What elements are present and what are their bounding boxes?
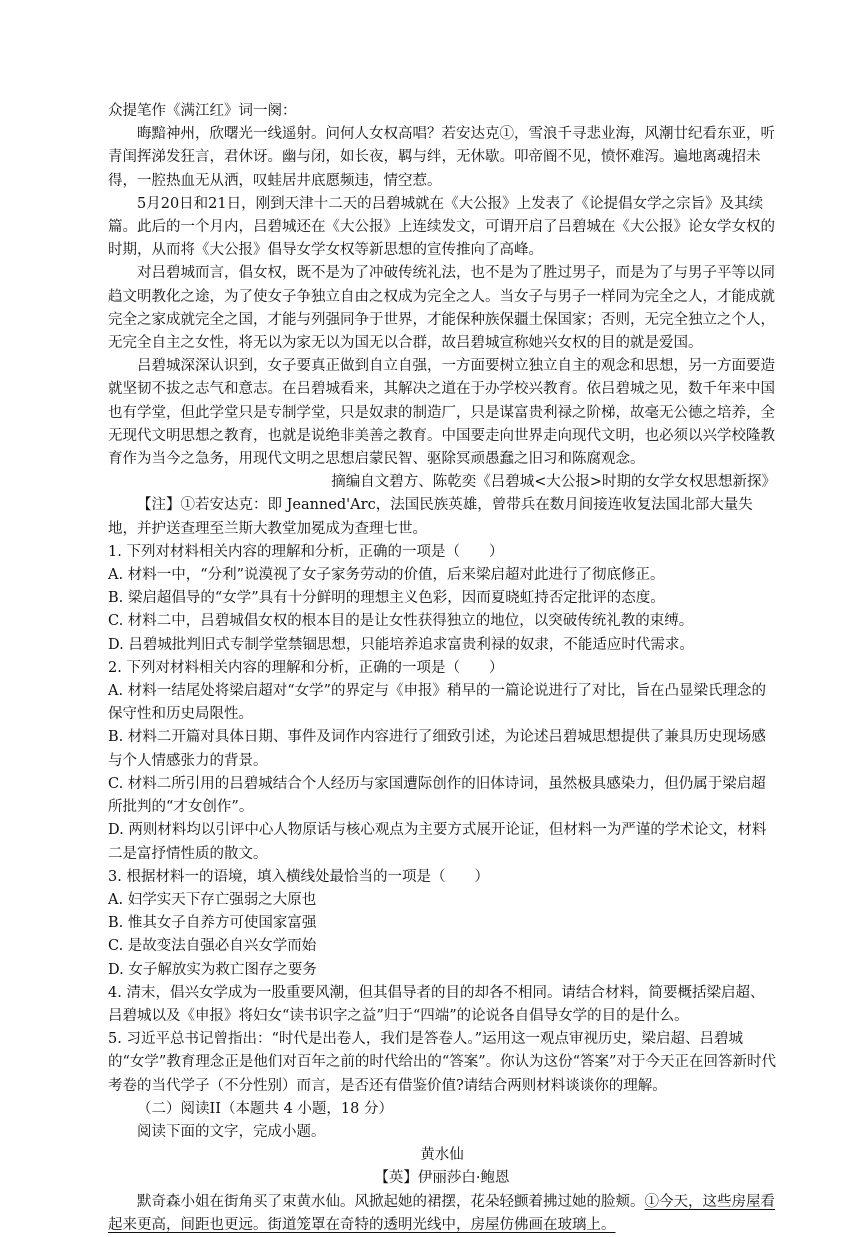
intro-line: 众提笔作《满江红》词一阕：: [108, 103, 297, 119]
answer-option: D. 女子解放实为救亡图存之要务: [108, 961, 317, 978]
underlined-sentence: ①今天，这些房屋看起来更高，间距也更远。街道笼罩在奇特的透明光线中，房屋仿佛画在玻璃上。: [108, 1193, 775, 1233]
question-stem: 2. 下列对材料相关内容的理解和分析，正确的一项是（ ）: [108, 659, 504, 676]
story-text: 默奇森小姐在街角买了束黄水仙。风掀起她的裙摆，花朵轻颤着拂过她的脸颊。: [137, 1193, 645, 1210]
answer-option: D. 吕碧城批判旧式专制学堂禁锢思想，只能培养追求富贵利禄的奴隶，不能适应时代需求。: [108, 636, 694, 653]
footnote: 【注】①若安达克：即 Jeanned'Arc，法国民族英雄，曾带兵在数月间接连收复法国北部大量失地，并护送查理至兰斯大教堂加冕成为查理七世。: [108, 497, 753, 537]
answer-option: C. 材料二中，吕碧城倡女权的根本目的是让女性获得独立的地位，以突破传统礼教的束缚。: [108, 613, 694, 630]
poem-text: 晦黯神州，欣曙光一线遥射。问何人女权高唱？若安达克①，雪浪千寻悲业海，风潮廿纪看东亚，听青闺挥涕发狂言，君休讶。幽与闭，如长夜，羁与绊，无休歇。叩帝阍不见，愤怀难泻。遍地离魂招未得，一腔热血无从洒，叹蛙居井底愿频违，情空惹。: [108, 126, 775, 189]
paragraph: 吕碧城深深认识到，女子要真正做到自立自强，一方面要树立独立自主的观念和思想，另一方面要造就坚韧不拔之志气和意志。在吕碧城看来，其解决之道在于办学校兴教育。依吕碧城之见，数千年来中国也有学堂，但此学堂只是专制学堂，只是奴隶的制造厂，只是谋富贵利禄之阶梯，故毫无公德之培养，全无现代文明思想之教育，也就是说绝非美善之教育。中国要走向世界走向现代文明，也必须以兴学校隆教育作为当今之急务，用现代文明之思想启蒙民智、驱除冥顽愚蠢之旧习和陈腐观念。: [108, 358, 775, 468]
section-instruction: 阅读下面的文字，完成小题。: [137, 1123, 326, 1140]
answer-option: B. 惟其女子自养方可使国家富强: [108, 915, 317, 932]
answer-option: D. 两则材料均以引评中心人物原话与核心观点为主要方式展开论证，但材料一为严谨的学术论文，材料二是富抒情性质的散文。: [108, 822, 767, 862]
section-heading: （二）阅读II（本题共 4 小题，18 分）: [137, 1100, 393, 1117]
answer-option: A. 材料一结尾处将梁启超对“女学”的界定与《申报》稍早的一篇论说进行了对比，旨在凸显梁氏理念的保守性和历史局限性。: [108, 683, 767, 723]
answer-option: C. 是故变法自强必自兴女学而始: [108, 938, 317, 955]
source-citation: 摘编自文碧方、陈乾奕《吕碧城<大公报>时期的女学女权思想新探》: [331, 474, 776, 491]
paragraph: 对吕碧城而言，倡女权，既不是为了冲破传统礼法，也不是为了胜过男子，而是为了与男子平等以同趋文明教化之途，为了使女子争独立自由之权成为完全之人。当女子与男子一样同为完全之人，才能成就完全之家成就完全之国，才能与列强同争于世界，才能保种族保疆土保国家；否则，无完全独立之个人，无完全自主之女性，将无以为家无以为国无以合群，故吕碧城宣称她兴女权的目的就是爱国。: [108, 265, 775, 352]
answer-option: B. 梁启超倡导的“女学”具有十分鲜明的理想主义色彩，因而夏晓虹持否定批评的态度。: [108, 590, 665, 607]
story-author: 【英】伊丽莎白·鲍恩: [374, 1170, 510, 1187]
answer-option: A. 材料一中，“分利”说漠视了女子家务劳动的价值，后来梁启超对此进行了彻底修正。: [108, 567, 665, 584]
answer-option: B. 材料二开篇对具体日期、事件及词作内容进行了细致引述，为论述吕碧城思想提供了兼具历史现场感与个人情感张力的背景。: [108, 729, 766, 769]
question-stem: 1. 下列对材料相关内容的理解和分析，正确的一项是（ ）: [108, 543, 504, 560]
question-stem: 5. 习近平总书记曾指出：“时代是出卷人，我们是答卷人。”运用这一观点审视历史，梁启超、吕碧城的“女学”教育理念正是他们对百年之前的时代给出的“答案”。你认为这份“答案”对于今天正在回答新时代考卷的当代学子（不分性别）而言，是否还有借鉴价值?请结合两则材料谈谈你的理解。: [108, 1031, 776, 1094]
answer-option: A. 妇学实天下存亡强弱之大原也: [108, 891, 317, 908]
paragraph: 5月20日和21日，刚到天津十二天的吕碧城就在《大公报》上发表了《论提倡女学之宗旨》及其续篇。此后的一个月内，吕碧城还在《大公报》上连续发文，可谓开启了吕碧城在《大公报》论女学女权的时期，从而将《大公报》倡导女学女权等新思想的宣传推向了高峰。: [108, 195, 775, 259]
question-stem: 3. 根据材料一的语境，填入横线处最恰当的一项是（ ）: [108, 868, 489, 885]
question-stem: 4. 清末，倡兴女学成为一股重要风潮，但其倡导者的目的却各不相同。请结合材料，简要概括梁启超、吕碧城以及《申报》将妇女“读书识字之益”归于“四端”的论说各自倡导女学的目的是什么。: [108, 984, 765, 1024]
story-title: 黄水仙: [420, 1147, 464, 1164]
answer-option: C. 材料二所引用的吕碧城结合个人经历与家国遭际创作的旧体诗词，虽然极具感染力，但仍属于梁启超所批判的“才女创作”。: [108, 775, 766, 816]
story-paragraph: [108, 1191, 776, 1237]
